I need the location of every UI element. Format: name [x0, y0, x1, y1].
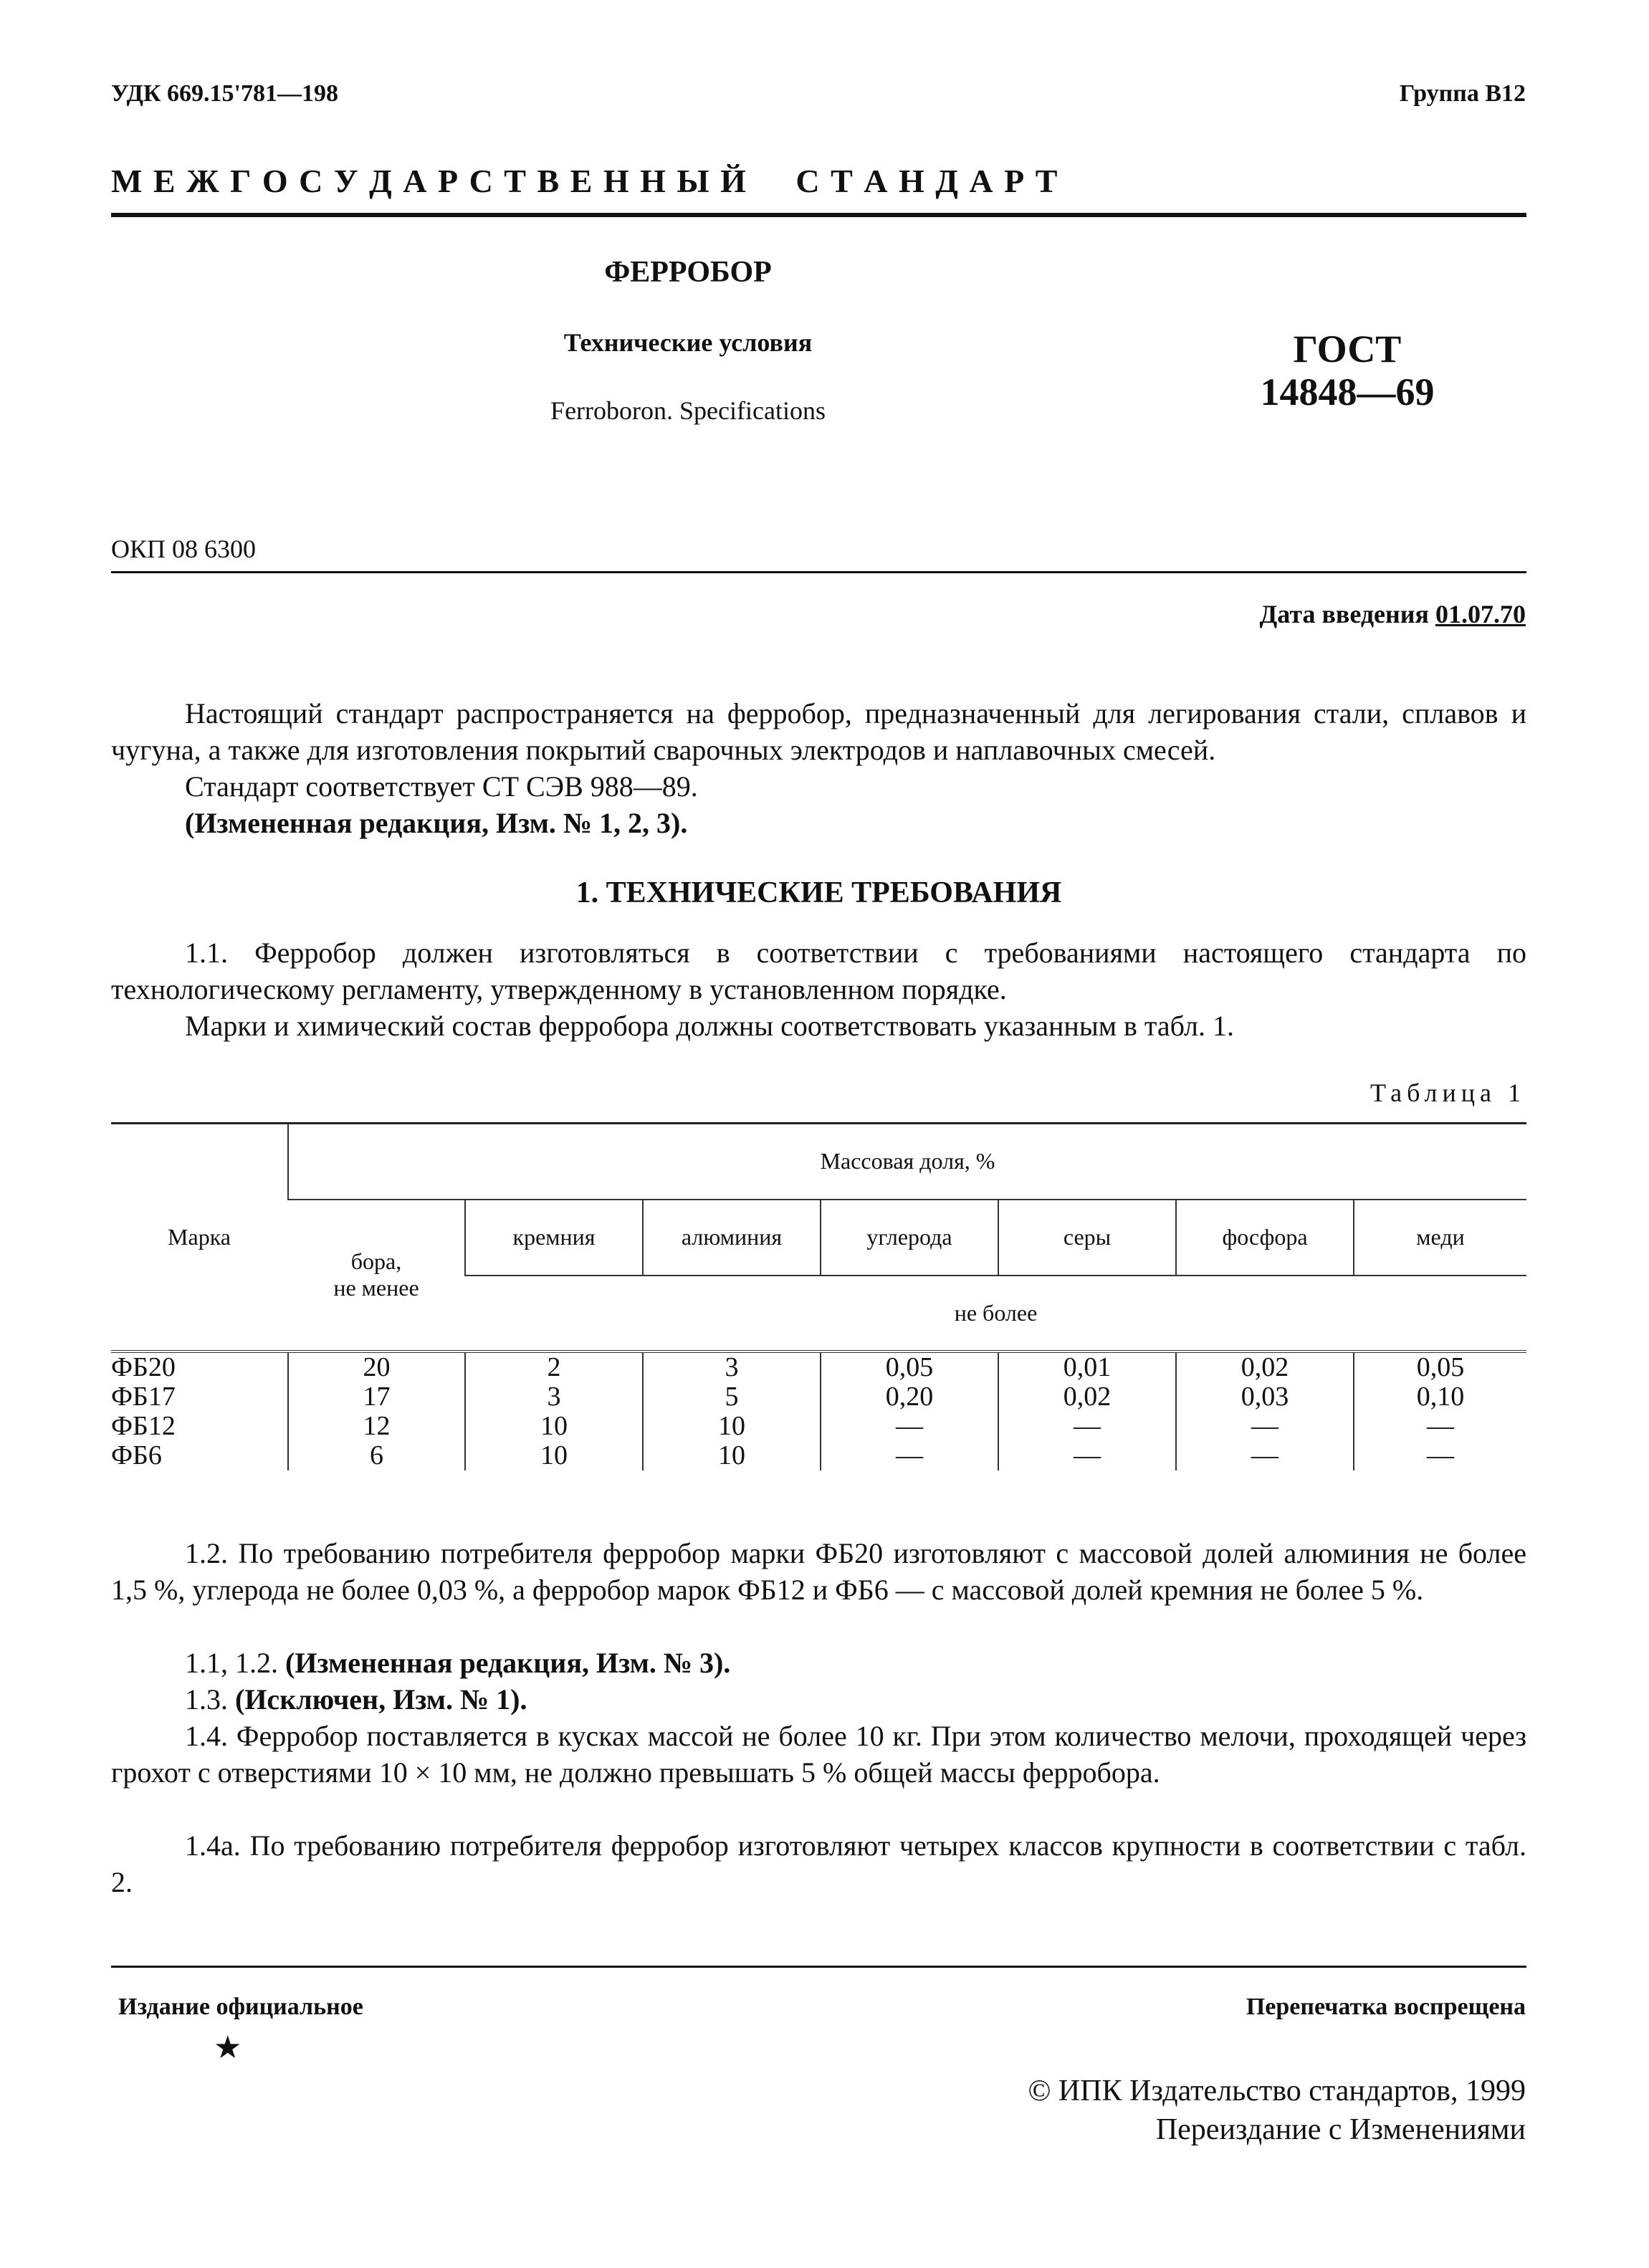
doc-english-title: Ferroboron. Specifications: [550, 396, 826, 425]
header-rule: [111, 213, 1526, 217]
clause-1-1: 1.1. Ферробор должен изготовляться в соответствии с требованиями настоящего стандарта по технологическому регламенту, утвержденному в установленном порядке.: [111, 937, 1526, 1005]
header-boron-line1: бора,: [350, 1248, 402, 1274]
copyright: © ИПК Издательство стандартов, 1999: [1028, 2075, 1526, 2107]
intro-paragraph: Настоящий стандарт распространяется на ферробор, предназначенный для легирования стали, сплавов и чугуна, а также для изготовления покрытий сварочных электродов и наплавочных смесей.: [111, 697, 1526, 766]
clause-1-1-1-2-amend: (Измененная редакция, Изм. № 3).: [285, 1647, 731, 1679]
clause-1-1-1-2-num: 1.1, 1.2.: [185, 1647, 278, 1679]
group-code: Группа В12: [1399, 80, 1526, 107]
header-carbon: углерода: [821, 1200, 998, 1276]
cell-silicon: 2 3 10 10: [465, 1351, 643, 1470]
footer-rule: [111, 1966, 1526, 1968]
header-not-more: не более: [465, 1276, 1526, 1351]
header-boron-line2: не менее: [333, 1275, 419, 1301]
official-edition: Издание официальное: [118, 1994, 363, 2020]
gost-label: ГОСТ: [1293, 327, 1402, 370]
star-icon: ★: [214, 2030, 242, 2065]
doc-subtitle: Технические условия: [563, 328, 813, 357]
cell-marks: ФБ20 ФБ17 ФБ12 ФБ6: [111, 1351, 288, 1470]
clause-1-4a: 1.4а. По требованию потребителя ферробор изготовляют четырех классов крупности в соответствии с табл. 2.: [111, 1829, 1526, 1898]
standard-type: М Е Ж Г О С У Д А Р С Т В Е Н Н Ы Й С Т А Н Д А Р Т: [111, 163, 1059, 199]
cell-copper: 0,05 0,10 — —: [1354, 1351, 1526, 1470]
intro-date-label: Дата введения: [1259, 600, 1429, 628]
header-boron: [288, 1200, 465, 1351]
cell-boron: 20 17 12 6: [288, 1351, 465, 1470]
section-heading: 1. ТЕХНИЧЕСКИЕ ТРЕБОВАНИЯ: [575, 876, 1062, 909]
intro-date-value: 01.07.70: [1435, 600, 1526, 628]
cell-carbon: 0,05 0,20 — —: [821, 1351, 998, 1470]
cell-sulfur: 0,01 0,02 — —: [998, 1351, 1176, 1470]
doc-title: ФЕРРОБОР: [604, 256, 772, 289]
intro-amendment-note: (Измененная редакция, Изм. № 1, 2, 3).: [185, 807, 688, 839]
header-phosphorus: фосфора: [1176, 1200, 1354, 1276]
intro-date: [1260, 599, 1526, 629]
header-aluminium: алюминия: [643, 1200, 821, 1276]
table-caption: Таблица 1: [1370, 1078, 1526, 1107]
header-mark: Марка: [111, 1124, 288, 1351]
header-silicon: кремния: [465, 1200, 643, 1276]
reissue-note: Переиздание с Изменениями: [1155, 2113, 1526, 2146]
header-mass-fraction: Массовая доля, %: [288, 1124, 1526, 1200]
intro-standard-compliance: Стандарт соответствует СТ СЭВ 988—89.: [185, 770, 698, 803]
clause-1-3-amend: (Исключен, Изм. № 1).: [235, 1683, 527, 1716]
cell-phosphorus: 0,02 0,03 — —: [1176, 1351, 1354, 1470]
okp-rule: [111, 571, 1526, 573]
udk-code: УДК 669.15'781—198: [111, 80, 339, 107]
clause-1-4: 1.4. Ферробор поставляется в кусках массой не более 10 кг. При этом количество мелочи, проходящей через грохот с отверстиями 10 × 10 мм, не должно превышать 5 % общей массы ферробора.: [111, 1720, 1526, 1789]
header-copper: меди: [1354, 1200, 1526, 1276]
composition-table: [111, 1122, 1526, 1470]
clause-1-2: 1.2. По требованию потребителя ферробор марки ФБ20 изготовляют с массовой долей алюминия не более 1,5 %, углерода не более 0,03 %, а ферробор марок ФБ12 и ФБ6 — с массовой долей кремния не более 5 %.: [111, 1537, 1526, 1606]
gost-number: 14848—69: [1260, 370, 1435, 413]
header-sulfur: серы: [998, 1200, 1176, 1276]
clause-1-1-marks: Марки и химический состав ферробора должны соответствовать указанным в табл. 1.: [185, 1010, 1234, 1042]
okp-code: ОКП 08 6300: [111, 535, 257, 563]
clause-1-3-num: 1.3.: [185, 1683, 228, 1716]
cell-aluminium: 3 5 10 10: [643, 1351, 821, 1470]
reprint-prohibited: Перепечатка воспрещена: [1246, 1994, 1526, 2020]
clause-1-1-1-2-note: [111, 1645, 1526, 1681]
clause-1-3: [111, 1681, 1526, 1718]
